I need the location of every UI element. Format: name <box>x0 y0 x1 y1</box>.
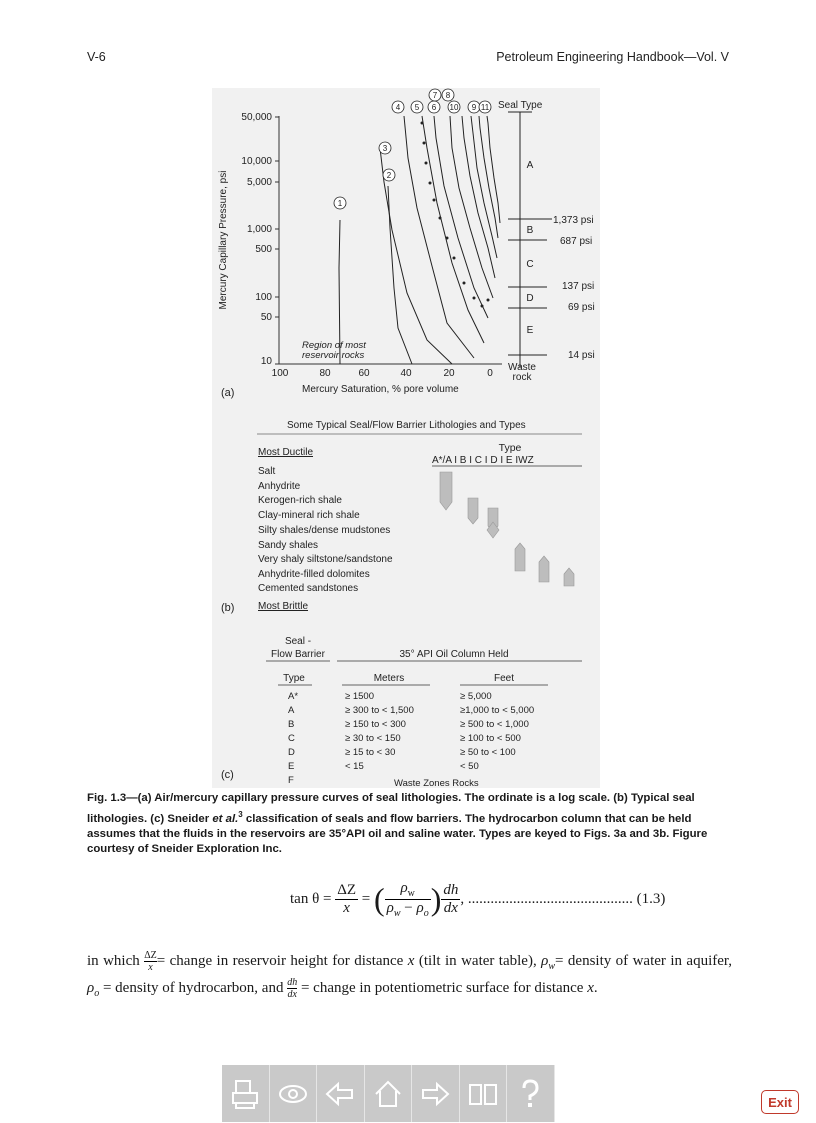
curve-id: 11 <box>480 103 490 112</box>
table-cell: Waste Zones Rocks <box>394 778 479 788</box>
table-cell: ≥ 300 to < 1,500 <box>345 705 414 716</box>
pressure-mark: 14 psi <box>568 350 595 361</box>
table-cell: ≥ 15 to < 30 <box>345 747 396 758</box>
curve-9 <box>471 116 497 258</box>
curve-id: 2 <box>386 171 392 180</box>
curve-id: 8 <box>445 91 451 100</box>
curve-4 <box>404 116 474 358</box>
region-note: reservoir rocks <box>302 350 365 361</box>
y-tick: 100 <box>255 292 272 303</box>
lithology: Clay-mineral rich shale <box>258 510 360 521</box>
y-tick: 1,000 <box>246 224 272 235</box>
lithology: Sandy shales <box>258 540 319 551</box>
help-button[interactable] <box>507 1065 555 1122</box>
lithology: Anhydrite-filled dolomites <box>258 569 370 580</box>
type-range-bar <box>515 543 525 571</box>
col1-title: Flow Barrier <box>271 649 325 660</box>
seal-type: D <box>526 293 534 304</box>
seal-type-title: Seal Type <box>498 100 543 111</box>
eq-lhs: tan θ = <box>290 891 332 907</box>
exit-button[interactable]: Exit <box>761 1090 799 1114</box>
caption-text: classification of seals and flow barriers. The hydrocarbon column that can be held assumes that the fluids in the reservoirs are 35°API oil and saline water. Types are keyed to Figs. 3a and 3b. Figure courtesy of Sneider Exploration Inc. <box>87 812 708 856</box>
y-tick: 50,000 <box>241 112 272 123</box>
table-cell: E <box>288 761 295 772</box>
lithology: Anhydrite <box>258 481 301 492</box>
caption-ref: 3 <box>238 809 243 819</box>
pressure-mark: 1,373 psi <box>553 215 594 226</box>
table-cell: ≥ 30 to < 150 <box>345 733 401 744</box>
table-cell: ≥ 100 to < 500 <box>460 733 521 744</box>
inline-fraction: $\frac{dh}{dx}$ <box>287 976 298 1000</box>
figure-1-3 <box>212 88 600 788</box>
panel-a-chart <box>218 89 595 399</box>
curve-id: 5 <box>414 103 420 112</box>
y-tick: 10,000 <box>241 156 272 167</box>
eq-dh: dh <box>443 882 459 898</box>
seal-type: C <box>526 259 534 270</box>
table-cell: B <box>288 719 295 730</box>
type-range-bar <box>468 498 478 524</box>
home-button[interactable] <box>365 1065 413 1122</box>
table-cell: D <box>288 747 295 758</box>
lithology: Kerogen-rich shale <box>258 495 342 506</box>
eq-fraction-rho: $\frac{\rho_w}{\rho_w - \rho_o}$ <box>386 880 429 919</box>
para-text: = density of water in aquifer, <box>555 952 733 969</box>
eq-den <box>335 900 358 917</box>
curve-6 <box>434 116 488 318</box>
panel-a-label: (a) <box>221 387 235 399</box>
back-button[interactable] <box>317 1065 365 1122</box>
curve-11 <box>487 116 500 223</box>
forward-button[interactable] <box>412 1065 460 1122</box>
table-cell: A* <box>288 691 299 702</box>
y-tick: 500 <box>255 244 272 255</box>
most-ductile: Most Ductile <box>258 447 314 458</box>
x-tick: 60 <box>358 368 370 379</box>
table-header: Meters <box>373 673 405 684</box>
table-cell: ≥1,000 to < 5,000 <box>460 705 535 716</box>
eq-number: (1.3) <box>636 891 666 907</box>
panel-c-label: (c) <box>221 769 234 781</box>
type-header: Type <box>498 442 522 454</box>
seal-type: A <box>526 160 534 171</box>
body-paragraph: in which $\frac{\Delta Z}{x}=$ change in reservoir height for distance x (tilt in water table), $\rho_w=$ density of water in aquifer, $\rho_o$ = density of hydrocarbon, and $\frac{dh}{dx}$ = change in potentiometric surface for distance x. <box>87 950 733 1000</box>
y-axis-label: Mercury Capillary Pressure, psi <box>218 170 229 310</box>
para-text: (tilt in water table), <box>418 952 537 969</box>
eq-sub: w <box>407 888 415 899</box>
figure-caption <box>87 791 732 858</box>
waste-rock-label: rock <box>512 372 532 383</box>
x-tick: 80 <box>319 368 331 379</box>
type-range-bar <box>564 568 574 586</box>
x-tick: 20 <box>443 368 455 379</box>
caption-text: Fig. 1.3—(a) Air/mercury capillary pressure curves of seal lithologies. The ordinate is a log scale. (b) Typical seal lithologies. (c) Sneider <box>87 792 695 825</box>
panel-b <box>221 420 582 614</box>
inline-fraction: $\frac{\Delta Z}{x}$ <box>144 950 157 973</box>
curve-id: 9 <box>471 103 477 112</box>
curve-id: 3 <box>382 144 388 153</box>
eq-fraction-dz <box>335 882 358 917</box>
pressure-mark: 137 psi <box>562 281 595 292</box>
table-cell: F <box>288 775 294 786</box>
eq-dots: ............................................ <box>467 891 633 907</box>
para-text: . <box>593 979 598 996</box>
para-text: = density of hydrocarbon, and <box>102 979 284 996</box>
lithology: Very shaly siltstone/sandstone <box>258 554 393 565</box>
view-icon <box>276 1077 310 1111</box>
curve-id: 6 <box>431 103 437 112</box>
lithology: Cemented sandstones <box>258 583 359 594</box>
waste-rock-label: Waste <box>508 362 536 373</box>
eq-fraction-dh <box>441 882 460 917</box>
panel-c-table <box>221 636 582 788</box>
curve-id: 4 <box>395 103 401 112</box>
book-icon <box>466 1077 500 1111</box>
type-range-bar <box>440 472 452 510</box>
table-cell: ≥ 500 to < 1,000 <box>460 719 529 730</box>
type-columns: A*/A I B I C I D I E IWZ <box>432 455 534 466</box>
navigation-bar <box>222 1065 594 1122</box>
para-text: = change in potentiometric surface for distance <box>300 979 584 996</box>
seal-type: B <box>526 225 534 236</box>
col1-title: Seal - <box>284 636 312 647</box>
curve-id: 7 <box>432 91 438 100</box>
help-icon <box>513 1077 547 1111</box>
x-axis-label: Mercury Saturation, % pore volume <box>302 384 459 395</box>
lithology: Silty shales/dense mudstones <box>258 525 391 536</box>
eq-rho: ρ <box>416 900 424 916</box>
eq-num: ΔZ <box>337 882 357 898</box>
y-tick: 50 <box>260 312 272 323</box>
curve-2 <box>388 186 412 364</box>
seal-type: E <box>526 325 534 336</box>
table-cell: ≥ 5,000 <box>460 691 492 702</box>
contents-button[interactable] <box>460 1065 508 1122</box>
panel-b-label: (b) <box>221 602 235 614</box>
lithology: Salt <box>258 466 276 477</box>
eq-rho: ρ <box>400 880 408 896</box>
curve-8 <box>462 116 495 278</box>
x-tick: 100 <box>271 368 289 379</box>
table-header: Type <box>283 673 305 684</box>
eq-sub: o <box>423 908 429 919</box>
curve-id: 1 <box>337 199 343 208</box>
pressure-mark: 69 psi <box>568 302 595 313</box>
running-header-title: Petroleum Engineering Handbook—Vol. V <box>496 50 729 64</box>
table-cell: A <box>288 705 295 716</box>
region-note: Region of most <box>302 340 366 351</box>
pressure-mark: 687 psi <box>560 236 593 247</box>
eq-x: x <box>343 900 350 916</box>
table-cell: < 50 <box>460 761 479 772</box>
table-header: Feet <box>493 673 515 684</box>
y-tick: 10 <box>260 356 272 367</box>
para-text: in which <box>87 952 140 969</box>
equation-1-3: tan θ = $\frac{\Delta Z}{x}$ = ( $\frac{\rho_w}{\rho_w - \rho_o}$ ) $\frac{dh}{dx}$ , ............................................ (1.3) <box>290 880 666 919</box>
table-cell: ≥ 1500 <box>345 691 374 702</box>
type-range-bar <box>539 556 549 582</box>
table-cell: ≥ 150 to < 300 <box>345 719 406 730</box>
print-icon <box>228 1077 262 1111</box>
panel-b-title: Some Typical Seal/Flow Barrier Lithologies and Types <box>287 420 526 431</box>
x-tick: 40 <box>400 368 412 379</box>
para-text: = change in reservoir height for distance <box>156 952 404 969</box>
print-button[interactable] <box>222 1065 270 1122</box>
eq-dx: dx <box>443 900 458 916</box>
table-cell: ≥ 50 to < 100 <box>460 747 516 758</box>
table-cell: < 15 <box>345 761 364 772</box>
view-button[interactable] <box>270 1065 318 1122</box>
back-arrow-icon <box>323 1077 357 1111</box>
forward-arrow-icon <box>418 1077 452 1111</box>
caption-etal: et al. <box>212 812 239 825</box>
table-cell: C <box>288 733 295 744</box>
running-header-page: V-6 <box>87 50 106 64</box>
most-brittle: Most Brittle <box>258 601 309 612</box>
curve-id: 10 <box>449 103 459 112</box>
home-icon <box>371 1077 405 1111</box>
col-group-title: 35° API Oil Column Held <box>399 649 509 660</box>
x-tick: 0 <box>487 368 493 379</box>
y-tick: 5,000 <box>246 177 272 188</box>
curve-7 <box>450 116 493 298</box>
